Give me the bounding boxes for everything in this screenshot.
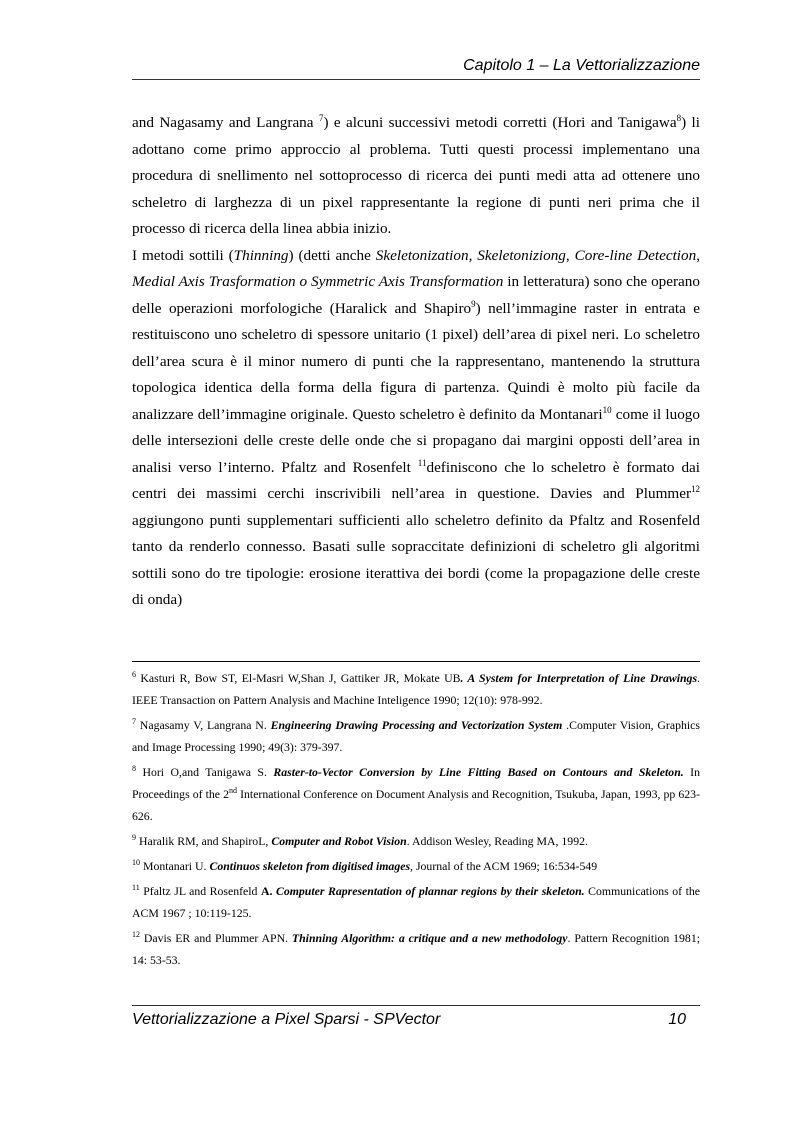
footer-divider [132, 1005, 700, 1006]
footnote-6: $^6$ Kasturi R, Bow ST, El-Masri W,Shan J, Gattiker JR, Mokate UB. A System for Interpretation of Line Drawings. IEEE Transaction on Pattern Analysis and Machine Inteligence 1990; 12(10): 978-992. [132, 670, 700, 707]
footnotes [132, 667, 700, 974]
footnote-12-title: Thinning Algorithm: a critique and a new methodology [291, 931, 568, 945]
footnote-ref-10: 10 [602, 404, 612, 415]
footnote-ref-8: 8 [676, 113, 682, 123]
main-text [132, 110, 700, 614]
term-list: Skeletonization, Skeletoniziong, Core-line Detection, Medial Axis Trasformation o Symmetric Axis Transformation [132, 246, 700, 290]
footnote-11: $^{11}$ Pfaltz JL and Rosenfeld A. Computer Rapresentation of plannar regions by their skeleton. Communications of the ACM 1967 ; 10:119-125. [132, 883, 700, 920]
footnote-ref-7: 7 [318, 113, 324, 123]
footnote-8-title: Raster-to-Vector Conversion by Line Fitting Based on Contours and Skeleton. [273, 765, 684, 779]
footnote-12: $^{12}$ Davis ER and Plummer APN. Thinning Algorithm: a critique and a new methodology. Pattern Recognition 1981; 14: 53-53. [132, 930, 700, 967]
footer-title: Vettorializzazione a Pixel Sparsi - SPVector [132, 1011, 441, 1028]
footnote-ref-11: 11 [417, 457, 427, 468]
footnote-divider [132, 661, 700, 662]
header-divider [132, 79, 700, 80]
footnote-7: $^7$ Nagasamy V, Langrana N. Engineering Drawing Processing and Vectorization System .Computer Vision, Graphics and Image Processing 1990; 49(3): 379-397. [132, 717, 700, 754]
footnote-11-title: Computer Rapresentation of plannar regions by their skeleton. [275, 884, 585, 898]
footnote-10: $^{10}$ Montanari U. Continuos skeleton from digitised images, Journal of the ACM 1969; 16:534-549 [132, 858, 598, 873]
footnote-10-title: Continuos skeleton from digitised images [209, 859, 411, 873]
paragraph-2: I metodi sottili (Thinning) (detti anche Skeletonization, Skeletoniziong, Core-line Detection, Medial Axis Trasformation o Symmetric Axis Transformation in letteratura) sono che operano delle operazioni morfologiche (Haralick and Shapiro$^9$) nell’immagine raster in entrata e restituiscono uno scheletro di spessore unitario (1 pixel) dell’area di pixel neri. Lo scheletro dell’area scura è il minor numero di punti che la rappresentano, mantenendo la struttura topologica identica della forma della figura di partenza. Quindi è molto più facile da analizzare dell’immagine originale. Questo scheletro è definito da Montanari$^{10}$ come il luogo delle intersezioni delle creste delle onde che si propagano dai margini opposti dell’area in analisi verso l’interno. Pfaltz and Rosenfelt $^{11}$definiscono che lo scheletro è formato dai centri dei massimi cerchi inscrivibili nell’area in questione. Davies and Plummer$^{12}$ aggiungono punti supplementari sufficienti allo scheletro definito da Pfaltz and Rosenfeld tanto da renderlo connesso. Basati sulle sopraccitate definizioni di scheletro gli algoritmi sottili sono do tre tipologie: erosione iterattiva dei bordi (come la propagazione delle creste di onda) [132, 246, 700, 608]
footnote-ref-12: 12 [691, 484, 700, 494]
footnote-8: $^8$ Hori O,and Tanigawa S. Raster-to-Vector Conversion by Line Fitting Based on Contours and Skeleton. In Proceedings of the 2nd International Conference on Document Analysis and Recognition, Tsukuba, Japan, 1993, pp 623-626. [132, 764, 700, 823]
footnote-9-title: Computer and Robot Vision [271, 834, 407, 848]
footnote-ref-9: 9 [471, 298, 476, 309]
paragraph-1: and Nagasamy and Langrana $^7$) e alcuni successivi metodi corretti (Hori and Tanigawa$^8$) li adottano come primo approccio al problema. Tutti questi processi implementano una procedura di snellimento nel sottoprocesso di ricerca dei punti medi atta ad ottenere uno scheletro di larghezza di un pixel rappresentante la regione di punti neri prima che il processo di ricerca della linea abbia inizio. [132, 113, 700, 237]
term-thinning: Thinning [233, 246, 289, 264]
footnote-9: $^9$ Haralik RM, and ShapiroL, Computer and Robot Vision. Addison Wesley, Reading MA, 1992. [132, 833, 588, 848]
page-number: 10 [668, 1011, 686, 1028]
footnote-6-title: . A System for Interpretation of Line Drawings [460, 671, 698, 685]
footnote-7-title: Engineering Drawing Processing and Vectorization System [270, 718, 563, 732]
chapter-header: Capitolo 1 – La Vettorializzazione [463, 57, 700, 74]
